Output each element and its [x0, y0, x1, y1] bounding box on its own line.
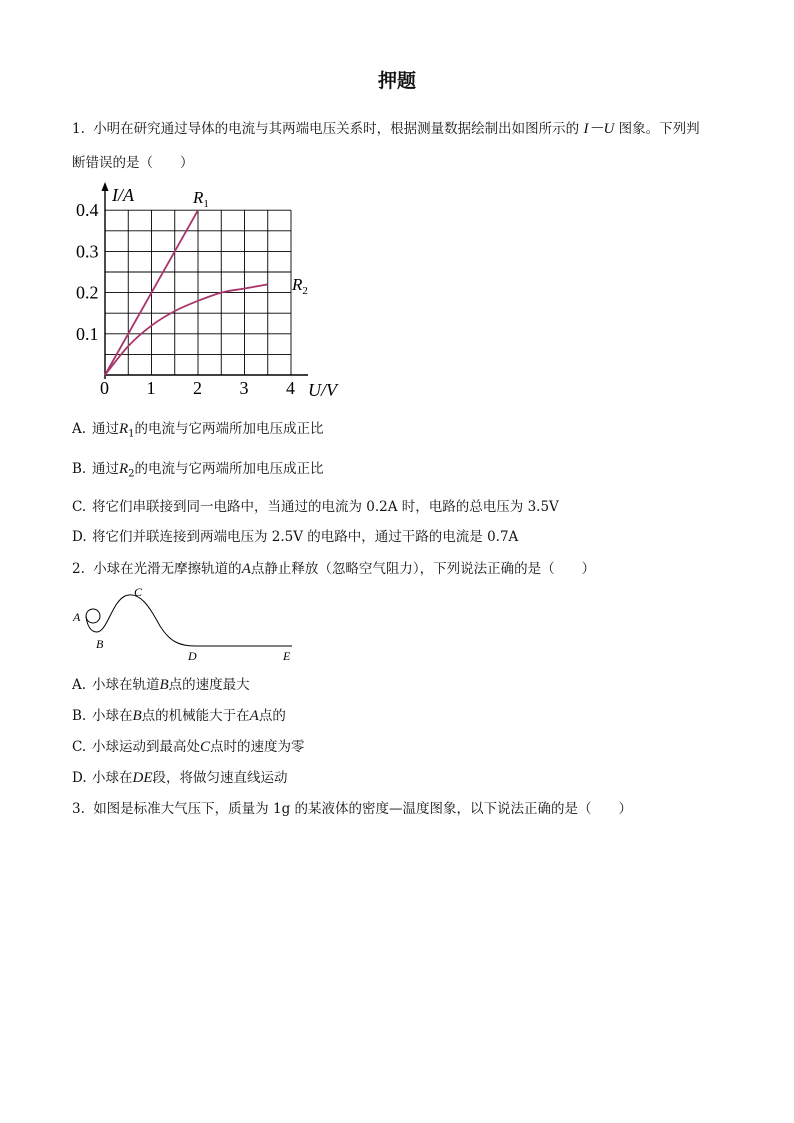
segment-symbol: DE [132, 770, 153, 786]
q1-option-d[interactable] [72, 525, 518, 545]
option-text: 的电流与它两端所加电压成正比 [134, 461, 324, 477]
y-axis-arrow-icon [102, 182, 109, 191]
point-symbol: B [132, 708, 142, 724]
resistor-subscript: 1 [128, 428, 135, 440]
y-tick-label: 0.4 [76, 200, 99, 221]
question-text: 小球在光滑无摩擦轨道的 [93, 561, 242, 577]
option-text: 通过 [92, 421, 119, 437]
question-1-line-2: 断错误的是（ ） [72, 155, 194, 171]
y-tick-label: 0.2 [76, 282, 99, 303]
resistor-symbol: R [119, 421, 129, 437]
option-text: 通过 [92, 461, 119, 477]
question-2-line-1 [72, 557, 595, 578]
q2-option-b[interactable] [72, 704, 286, 725]
question-number: 3. [72, 801, 85, 817]
label-d: D [188, 649, 197, 663]
option-letter: C. [72, 499, 87, 515]
q1-option-b[interactable] [72, 457, 324, 480]
option-letter: B. [72, 708, 87, 724]
point-symbol: B [159, 677, 169, 693]
question-number: 2. [72, 561, 85, 577]
x-tick-label: 4 [286, 378, 295, 398]
q2-option-a[interactable] [72, 673, 250, 694]
formula: I－U [583, 121, 615, 137]
option-text: 点的速度最大 [168, 677, 250, 693]
q1-option-c[interactable] [72, 495, 559, 515]
question-text: 小明在研究通过导体的电流与其两端电压关系时，根据测量数据绘制出如图所示的 [93, 121, 580, 137]
question-number: 1. [72, 121, 85, 137]
y-tick-label: 0.1 [76, 323, 99, 344]
option-text: 点的机械能大于在 [141, 708, 250, 724]
option-letter: A. [72, 677, 87, 693]
point-symbol: C [200, 739, 211, 755]
x-tick-label: 3 [239, 378, 249, 398]
q1-option-a[interactable] [72, 417, 324, 440]
track-diagram [70, 582, 300, 664]
label-b: B [96, 637, 104, 651]
track-curve [86, 595, 292, 646]
y-axis-label: I/A [112, 185, 134, 205]
series-label-r1: $R_1$ [193, 188, 209, 210]
x-tick-label: 2 [193, 378, 202, 398]
option-letter: D. [72, 529, 87, 545]
label-c: C [134, 585, 143, 599]
q2-option-c[interactable] [72, 735, 305, 756]
option-text: 的电流与它两端所加电压成正比 [134, 421, 324, 437]
point-symbol: A [249, 708, 259, 724]
resistor-subscript: 2 [128, 468, 135, 480]
label-a: A [73, 610, 81, 624]
y-tick-labels [76, 200, 99, 344]
series-line-r2 [105, 284, 268, 375]
option-letter: A. [72, 421, 87, 437]
series-label-r2: $R_2$ [292, 275, 308, 297]
question-3-line-1 [72, 797, 632, 817]
option-text: 点时的速度为零 [210, 739, 305, 755]
page-title: 押题 [377, 70, 416, 92]
x-tick-labels [100, 378, 295, 398]
option-text: 小球在 [92, 770, 133, 786]
resistor-symbol: R [119, 461, 129, 477]
option-letter: C. [72, 739, 87, 755]
option-text: 小球在轨道 [92, 677, 160, 693]
option-text: 将它们串联接到同一电路中，当通过的电流为 0.2A 时，电路的总电压为 3.5V [92, 499, 559, 515]
label-e: E [283, 649, 291, 663]
option-text: 小球运动到最高处 [92, 739, 200, 755]
chart-grid [105, 210, 291, 375]
x-axis-label: U/V [308, 380, 337, 400]
option-text: 将它们并联连接到两端电压为 2.5V 的电路中，通过干路的电流是 0.7A [92, 529, 519, 545]
q2-option-d[interactable] [72, 766, 288, 787]
question-1-line-1 [72, 117, 700, 138]
x-tick-label: 1 [146, 378, 156, 398]
iu-chart [60, 176, 360, 404]
y-tick-label: 0.3 [76, 241, 99, 262]
x-tick-label: 0 [100, 378, 109, 398]
option-text: 点的 [258, 708, 286, 724]
option-letter: D. [72, 770, 87, 786]
question-text: 点静止释放（忽略空气阻力），下列说法正确的是（ ） [250, 561, 596, 577]
option-text: 段，将做匀速直线运动 [152, 770, 288, 786]
question-text: 如图是标准大气压下，质量为 1g 的某液体的密度—温度图象，以下说法正确的是（ ） [93, 801, 632, 817]
point-symbol: A [241, 561, 251, 577]
option-text: 小球在 [92, 708, 133, 724]
ball [86, 609, 100, 623]
option-letter: B. [72, 461, 87, 477]
question-text: 图象。下列判 [618, 121, 700, 137]
